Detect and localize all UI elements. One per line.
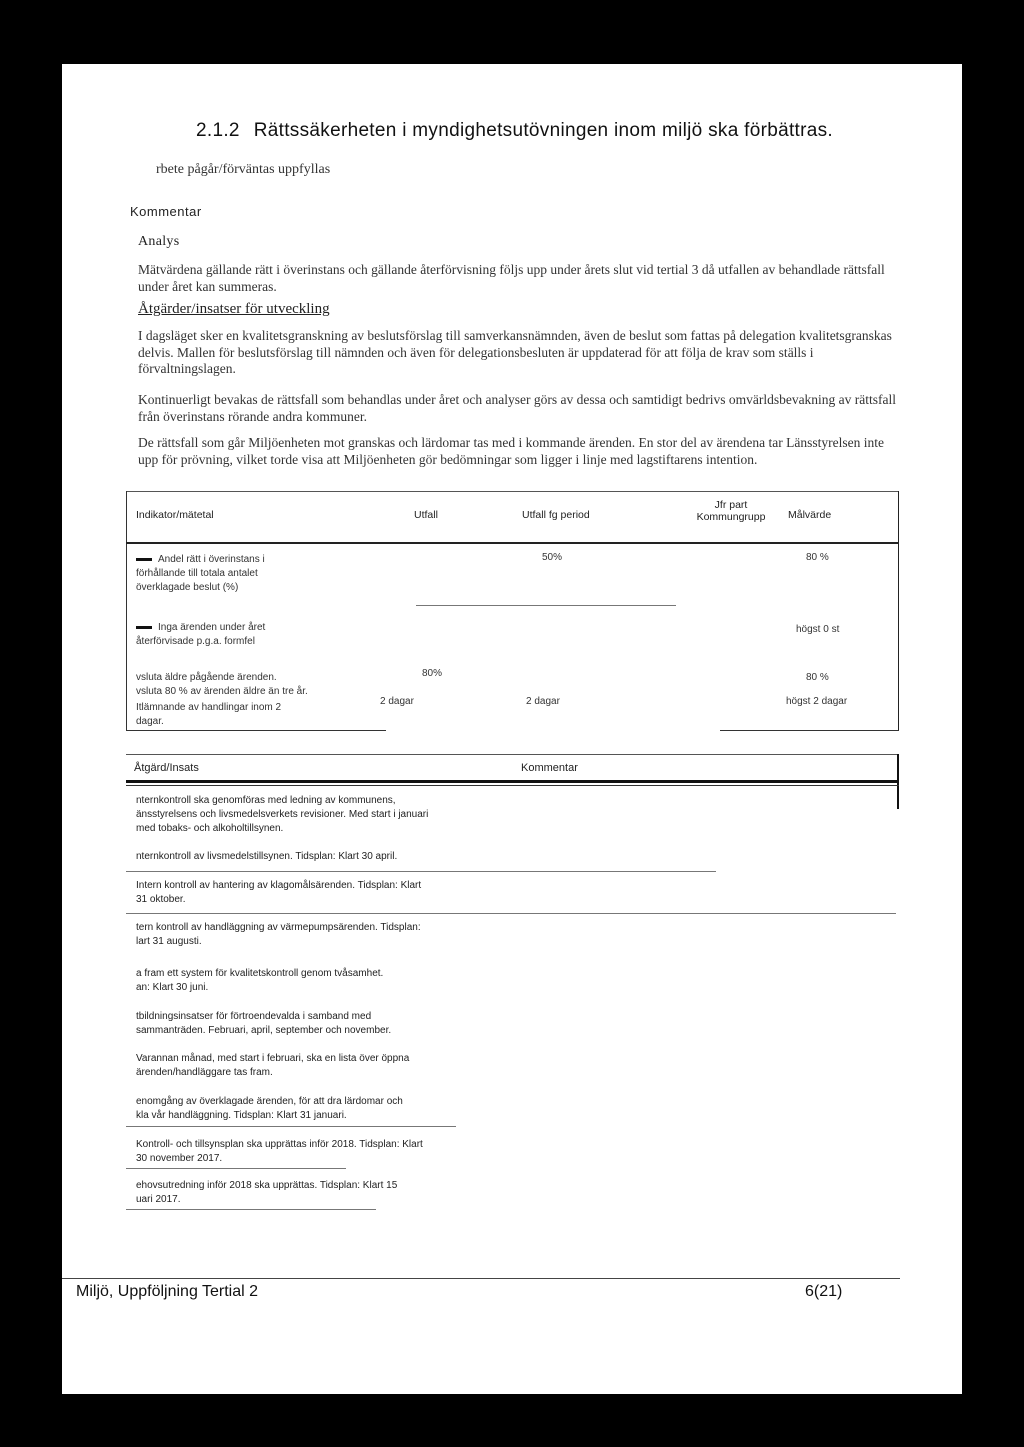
document-page: [62, 64, 962, 1394]
cell-malvarde: 80 %: [806, 552, 829, 563]
page-number: 6(21): [805, 1283, 843, 1300]
table-row: Andel rätt i överinstans i förhållande till totala antalet överklagade beslut (%): [136, 554, 265, 593]
table-rule: [126, 1126, 456, 1127]
header-jfr: [686, 499, 776, 523]
footer-title: Miljö, Uppföljning Tertial 2: [76, 1283, 259, 1300]
status-text: rbete pågår/förväntas uppfyllas: [156, 162, 331, 177]
table-rule: [416, 605, 676, 606]
cell-utfall-fg: 2 dagar: [526, 696, 560, 707]
header-malvarde: Målvärde: [788, 509, 832, 521]
header-atgard: Åtgärd/Insats: [134, 762, 199, 774]
cell-malvarde: 80 %: [806, 672, 829, 683]
header-jfr-line1: Jfr part: [714, 499, 748, 511]
action-row: ehovsutredning inför 2018 ska upprättas. Tidsplan: Klart 15 uari 2017.: [136, 1180, 398, 1205]
table-border: [126, 491, 127, 731]
footer-rule: [62, 1278, 900, 1279]
cell-utfall-fg: 50%: [542, 552, 563, 563]
cell-malvarde: högst 2 dagar: [786, 696, 848, 707]
table-row: Inga ärenden under året återförvisade p.g.a. formfel: [136, 622, 266, 647]
header-indikator: Indikator/mätetal: [136, 509, 214, 521]
section-title: Rättssäkerheten i myndighetsutövningen inom miljö ska förbättras.: [253, 120, 833, 141]
action-row: enomgång av överklagade ärenden, för att dra lärdomar och kla vår handläggning. Tidsplan: Klart 31 januari.: [136, 1096, 403, 1121]
table-border: [126, 491, 899, 492]
section-number: 2.1.2: [196, 120, 240, 141]
table-rule: [126, 780, 899, 783]
table-rule: [126, 913, 896, 914]
table-rule: [126, 1168, 346, 1169]
section-heading: [196, 120, 833, 142]
row-marker: [136, 626, 152, 629]
action-table: [126, 754, 899, 1284]
action-row: tbildningsinsatser för förtroendevalda i samband med sammanträden. Februari, april, september och november.: [136, 1011, 392, 1036]
table-border: [126, 754, 899, 755]
header-utfall-fg: Utfall fg period: [522, 509, 590, 521]
action-row: Kontroll- och tillsynsplan ska upprättas inför 2018. Tidsplan: Klart 30 november 2017.: [136, 1139, 423, 1164]
cell-malvarde: högst 0 st: [796, 624, 840, 635]
table-border: [720, 730, 899, 731]
header-jfr-line2: Kommungrupp: [696, 511, 766, 523]
cell-utfall: 2 dagar: [380, 696, 414, 707]
header-kommentar: Kommentar: [521, 762, 578, 774]
indicator-table: [126, 491, 899, 731]
atgarder-heading: Åtgärder/insatser för utveckling: [138, 301, 330, 317]
table-rule: [126, 871, 716, 872]
atgarder-paragraph-2: Kontinuerligt bevakas de rättsfall som behandlas under året och analyser görs av dessa och samtidigt bedrivs omvärldsbevakning av rättsfall från överinstans rörande andra kommuner.: [138, 392, 897, 424]
table-rule: [126, 542, 899, 544]
table-border: [126, 730, 386, 731]
action-row: nternkontroll av livsmedelstillsynen. Tidsplan: Klart 30 april.: [136, 851, 398, 862]
action-row: tern kontroll av handläggning av värmepumpsärenden. Tidsplan: lart 31 augusti.: [136, 922, 421, 947]
row-marker: [136, 558, 152, 561]
table-row: Itlämnande av handlingar inom 2 dagar.: [136, 702, 282, 727]
cell-utfall: 80%: [422, 668, 443, 679]
action-row: Varannan månad, med start i februari, ska en lista över öppna ärenden/handläggare tas fram.: [136, 1053, 410, 1078]
analys-text: Mätvärdena gällande rätt i överinstans och gällande återförvisning följs upp under årets slut vid tertial 3 då utfallen av behandlade rättsfall under året kan summeras.: [138, 262, 885, 294]
action-row: a fram ett system för kvalitetskontroll genom tvåsamhet. an: Klart 30 juni.: [136, 968, 384, 993]
kommentar-label: Kommentar: [130, 204, 202, 219]
header-utfall: Utfall: [414, 509, 438, 521]
table-row: vsluta äldre pågående ärenden. vsluta 80 % av ärenden äldre än tre år.: [136, 672, 308, 697]
table-border: [898, 491, 899, 731]
atgarder-paragraph-3: De rättsfall som går Miljöenheten mot granskas och lärdomar tas med i kommande ärenden. En stor del av ärendena tar Länsstyrelsen inte upp för prövning, vilket torde visa att Miljöenheten gör bedömningar som ligger i linje med lagstiftarens intention.: [138, 435, 885, 467]
analys-heading: Analys: [138, 234, 180, 249]
table-rule: [126, 785, 899, 786]
table-rule: [126, 1209, 376, 1210]
action-row: nternkontroll ska genomföras med ledning av kommunens, änsstyrelsens och livsmedelsverkets revisioner. Med start i januari med tobaks- och alkoholtillsynen.: [136, 795, 429, 834]
atgarder-paragraph-1: I dagsläget sker en kvalitetsgranskning av beslutsförslag till samverkansnämnden, även de beslut som fattas på delegation kvalitetsgranskas delvis. Mallen för beslutsförslag till nämnden och även för delegationsbesluten är uppdaterad för att följa de krav som ställs i förvaltningslagen.: [138, 328, 892, 376]
action-row: Intern kontroll av hantering av klagomålsärenden. Tidsplan: Klart 31 oktober.: [136, 880, 422, 905]
